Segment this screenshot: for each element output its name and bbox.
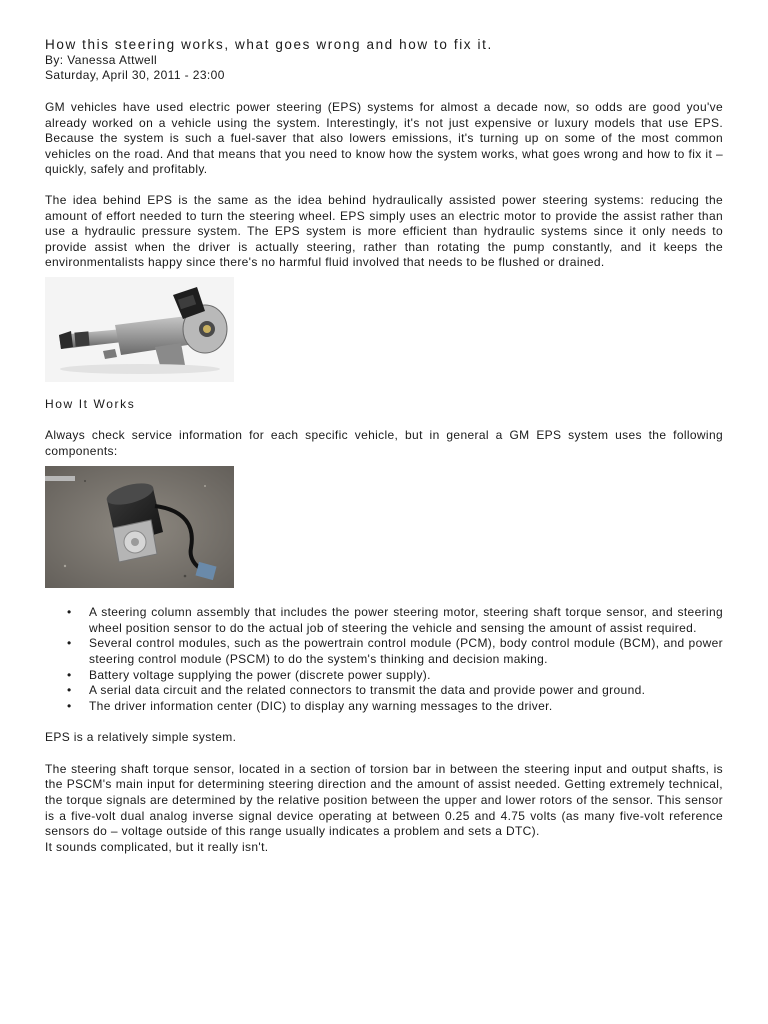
eps-motor-image (45, 466, 234, 588)
summary-sentence: EPS is a relatively simple system. (45, 730, 237, 745)
list-item: • The driver information center (DIC) to display any warning messages to the driver. (89, 699, 723, 715)
publish-date: Saturday, April 30, 2011 - 23:00 (45, 68, 225, 82)
list-item: • Several control modules, such as the powertrain control module (PCM), body control module (BCM), and power steering control module (PSCM) to do the system's thinking and decision making. (89, 636, 723, 667)
section-heading-how-it-works: How It Works (45, 396, 136, 411)
list-item: • A steering column assembly that includes the power steering motor, steering shaft torque sensor, and steering wheel position sensor to do the actual job of steering the vehicle and sensing the amount of assist required. (89, 605, 723, 636)
steering-column-image (45, 277, 234, 382)
components-intro: Always check service information for each specific vehicle, but in general a GM EPS system uses the following components: (45, 427, 723, 458)
closing-sentence: It sounds complicated, but it really isn't. (45, 839, 269, 854)
article-title: How this steering works, what goes wrong and how to fix it. (45, 37, 493, 52)
steering-column-photo (45, 277, 234, 382)
list-item: • A serial data circuit and the related connectors to transmit the data and provide power and ground. (89, 683, 723, 699)
byline: By: Vanessa Attwell (45, 53, 158, 67)
intro-paragraph-2: The idea behind EPS is the same as the idea behind hydraulically assisted power steering systems: reducing the amount of effort needed to turn the steering wheel. EPS simply uses an electric motor to provide the assist rather than use a hydraulic pressure system. The EPS system is more efficient than hydraulic systems since it only needs to provide assist when the driver is actually steering, rather than rotating the pump constantly, and it keeps the environmentalists happy since there's no harmful fluid involved that needs to be flushed or drained. (45, 192, 723, 270)
list-item: • Battery voltage supplying the power (discrete power supply). (89, 668, 723, 684)
article (45, 36, 723, 855)
components-list (45, 605, 723, 714)
eps-motor-photo (45, 466, 234, 588)
intro-paragraph-1: GM vehicles have used electric power steering (EPS) systems for almost a decade now, so odds are good you've already worked on a vehicle using the system. Interestingly, it's not just expensive or luxury models that use EPS. Because the system is such a fuel-saver that also lowers emissions, it's turning up on some of the most common vehicles on the road. And that means that you need to know how the system works, what goes wrong and how to fix it – quickly, safely and profitably. (45, 100, 723, 177)
torque-sensor-paragraph: The steering shaft torque sensor, located in a section of torsion bar in between the steering input and output shafts, is the PSCM's main input for determining steering direction and the amount of assist needed. Getting extremely technical, the torque signals are determined by the relative position between the upper and lower rotors of the sensor. This sensor is a five-volt dual analog inverse signal device operating at between 0.25 and 4.75 volts (as many five-volt reference sensors do – voltage outside of this range usually indicates a problem and sets a DTC). (45, 761, 723, 839)
